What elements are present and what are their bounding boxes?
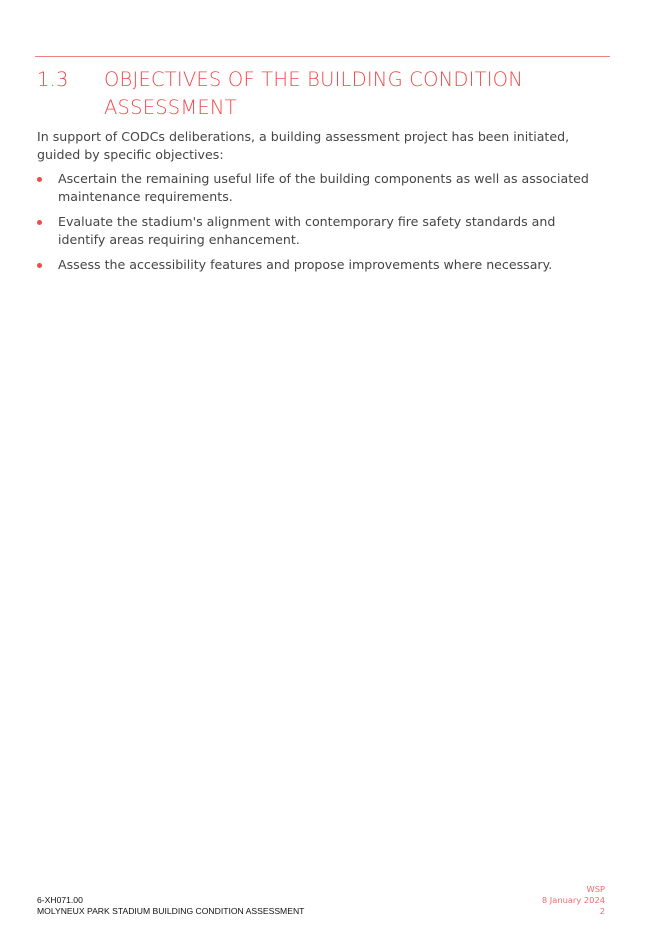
section-title: OBJECTIVES OF THE BUILDING CONDITION ASSESSMENT: [104, 68, 523, 119]
report-title: MOLYNEUX PARK STADIUM BUILDING CONDITION ASSESSMENT: [37, 906, 305, 916]
list-item: [37, 170, 602, 206]
bullet-dot-icon: [37, 263, 42, 268]
page-number: 2: [599, 906, 605, 916]
footer-right: [542, 884, 605, 917]
list-item-text: Evaluate the stadium's alignment with contemporary fire safety standards and identify areas requiring enhancement.: [58, 214, 556, 247]
list-item-text: Ascertain the remaining useful life of the building components as well as associated maintenance requirements.: [58, 171, 589, 204]
intro-paragraph: In support of CODCs deliberations, a building assessment project has been initiated, guided by specific objectives:: [37, 129, 570, 162]
company-name: WSP: [586, 884, 605, 894]
footer-left: [37, 895, 304, 917]
header-rule: [35, 56, 610, 57]
list-item-text: Assess the accessibility features and propose improvements where necessary.: [58, 257, 553, 272]
project-code: 6-XH071.00: [37, 895, 83, 905]
bullet-dot-icon: [37, 177, 42, 182]
section-number: 1.3: [37, 68, 69, 91]
list-item: [37, 213, 602, 249]
report-date: 8 January 2024: [541, 895, 605, 905]
bullet-dot-icon: [37, 220, 42, 225]
objectives-list: [37, 170, 602, 281]
list-item: [37, 256, 602, 274]
